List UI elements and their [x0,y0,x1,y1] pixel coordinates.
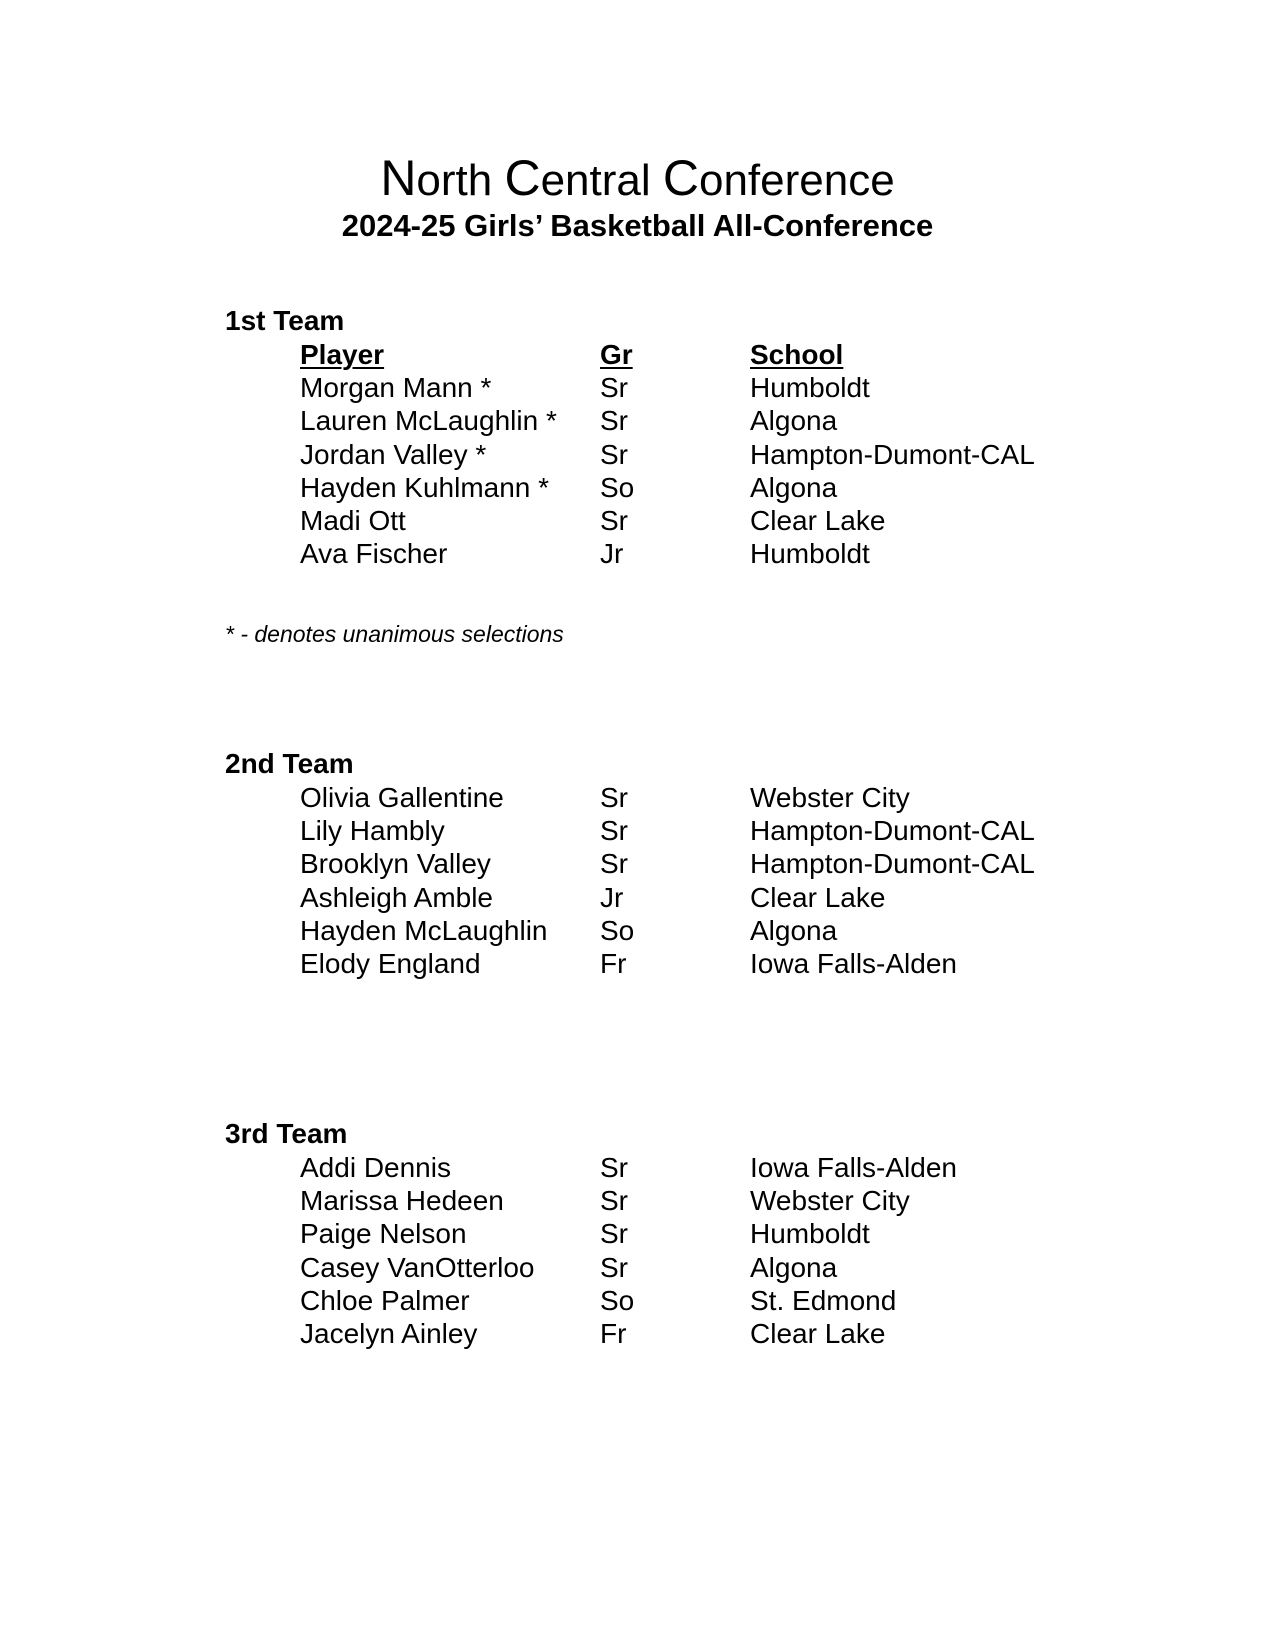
player-school: Iowa Falls-Alden [750,947,957,979]
player-name: Addi Dennis [300,1152,451,1183]
player-row [225,404,1125,437]
player-name: Elody England [300,947,481,979]
player-school: Algona [750,471,838,503]
page-title [0,150,1275,209]
player-grade: Sr [600,815,628,847]
player-grade: Fr [600,947,627,979]
player-row [225,471,1125,504]
column-header-grade: Gr [600,339,633,370]
player-row [225,781,1125,814]
title-initial: N [380,150,417,206]
player-name: Brooklyn Valley [300,848,491,880]
player-grade: Sr [600,1218,628,1250]
player-school: Algona [750,1251,838,1283]
player-school: Webster City [750,782,910,813]
player-name: Jordan Valley * [300,438,487,470]
player-name: Marissa Hedeen [300,1185,504,1217]
column-header-row [225,338,1125,371]
player-row [225,1184,1125,1217]
player-row [225,438,1125,471]
team-heading: 3rd Team [225,1118,348,1149]
player-school: Clear Lake [750,504,886,536]
unanimous-footnote: * - denotes unanimous selections [225,621,564,647]
player-grade: So [600,471,635,503]
player-row [225,1251,1125,1284]
player-name: Olivia Gallentine [300,782,504,813]
player-row [225,1284,1125,1317]
player-row [225,1317,1125,1350]
player-name: Paige Nelson [300,1218,467,1250]
player-school: Humboldt [750,1218,870,1250]
player-school: Algona [750,914,838,946]
player-school: Clear Lake [750,881,886,913]
player-school: Humboldt [750,538,870,570]
player-school: Clear Lake [750,1317,886,1349]
player-grade: Sr [600,405,628,437]
player-grade: Sr [600,782,628,813]
player-name: Hayden Kuhlmann * [300,471,550,503]
player-name: Chloe Palmer [300,1284,470,1316]
team-heading: 1st Team [225,305,345,336]
title-word-rest: onference [698,156,895,205]
team-heading: 2nd Team [225,748,354,779]
player-grade: Sr [600,372,628,404]
player-grade: So [600,914,635,946]
player-row [225,504,1125,537]
player-row [225,881,1125,914]
player-name: Morgan Mann * [300,372,492,404]
player-grade: Jr [600,538,624,570]
player-name: Ashleigh Amble [300,881,494,913]
player-school: Iowa Falls-Alden [750,1152,957,1183]
title-word-rest: orth [416,156,505,205]
player-grade: Sr [600,1152,628,1183]
player-row [225,537,1125,570]
title-initial: C [662,150,699,206]
page-subtitle: 2024-25 Girls’ Basketball All-Conference [341,208,934,243]
team-section-2nd [225,747,1125,980]
player-school: St. Edmond [750,1284,897,1316]
player-school: Hampton-Dumont-CAL [750,815,1035,847]
player-school: Algona [750,405,838,437]
player-row [225,947,1125,980]
player-row [225,1217,1125,1250]
player-row [225,371,1125,404]
player-school: Humboldt [750,372,870,404]
player-row [225,1151,1125,1184]
column-header-school: School [750,339,844,370]
player-grade: Sr [600,1251,628,1283]
player-school: Hampton-Dumont-CAL [750,848,1035,880]
player-grade: Jr [600,881,624,913]
player-school: Webster City [750,1185,910,1217]
player-name: Hayden McLaughlin [300,914,548,946]
player-name: Jacelyn Ainley [300,1317,478,1349]
player-name: Lily Hambly [300,815,445,847]
column-header-player: Player [300,339,385,370]
team-section-1st [225,304,1125,570]
player-name: Lauren McLaughlin * [300,405,557,437]
title-initial: C [504,150,541,206]
player-grade: Sr [600,1185,628,1217]
player-row [225,814,1125,847]
title-word-rest: entral [540,156,663,205]
player-grade: Sr [600,848,628,880]
player-name: Ava Fischer [300,538,448,570]
player-school: Hampton-Dumont-CAL [750,438,1035,470]
player-grade: Sr [600,438,628,470]
player-row [225,914,1125,947]
player-grade: So [600,1284,635,1316]
player-grade: Sr [600,504,628,536]
player-name: Casey VanOtterloo [300,1251,535,1283]
player-row [225,847,1125,880]
player-grade: Fr [600,1317,627,1349]
player-name: Madi Ott [300,504,406,536]
team-section-3rd [225,1117,1125,1350]
